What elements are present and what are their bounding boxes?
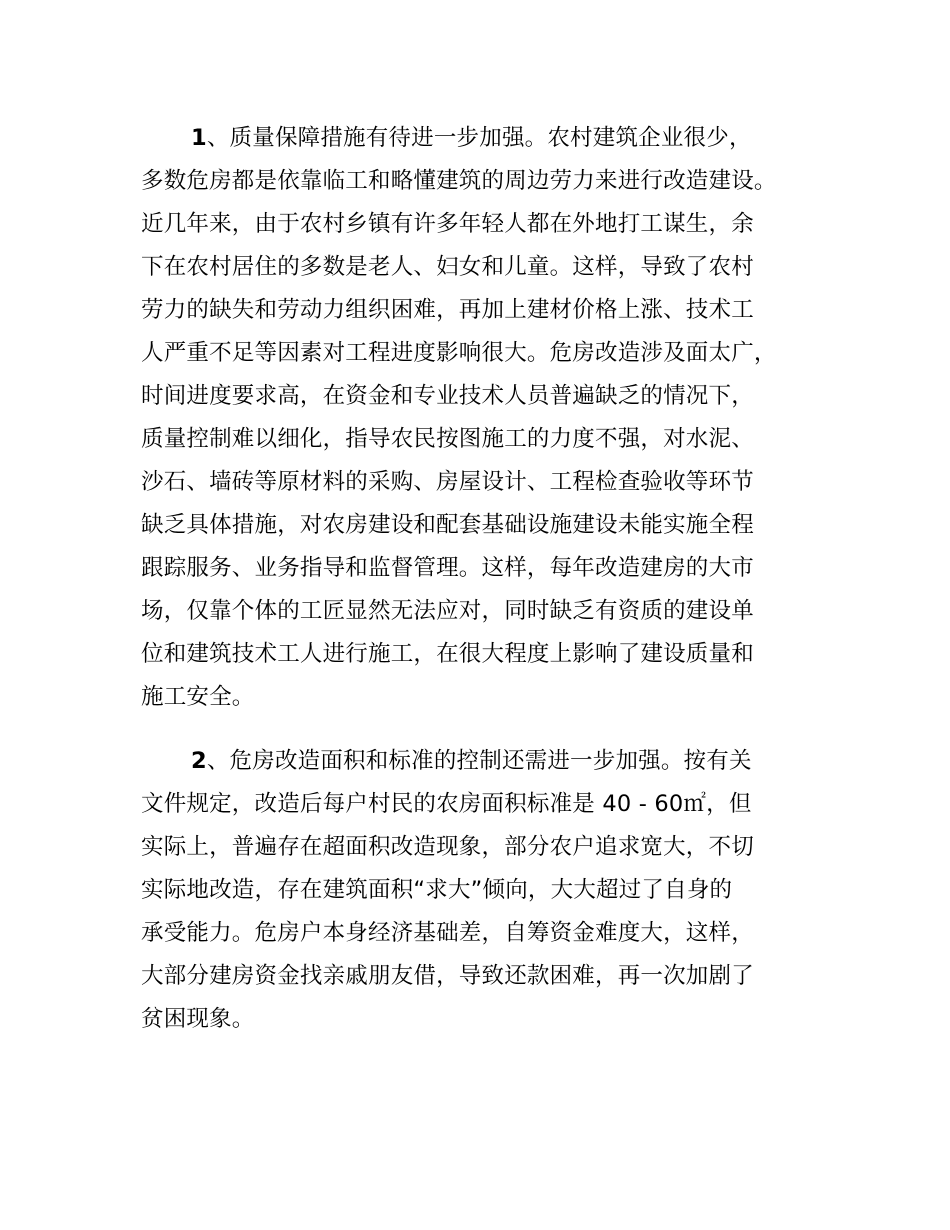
paragraph-2-line-3: 实际上，普遍存在超面积改造现象，部分农户追求宽大，不切	[141, 834, 754, 860]
paragraph-2-line-5: 承受能力。危房户本身经济基础差，自筹资金难度大，这样，	[141, 920, 754, 946]
paragraph-1-line-4: 下在农村居住的多数是老人、妇女和儿童。这样，导致了农村	[141, 254, 754, 280]
paragraph-1-line-8: 质量控制难以细化，指导农民按图施工的力度不强，对水泥、	[141, 426, 754, 452]
paragraph-1-line-3: 近几年来，由于农村乡镇有许多年轻人都在外地打工谋生，余	[141, 211, 754, 237]
paragraph-1-line-12: 场，仅靠个体的工匠显然无法应对，同时缺乏有资质的建设单	[141, 598, 754, 624]
paragraph-2-line-2: 文件规定，改造后每户村民的农房面积标准是 40 - 60㎡，但	[141, 791, 752, 817]
paragraph-2-line-7: 贫困现象。	[141, 1006, 255, 1032]
paragraph-2-number: 2	[191, 748, 207, 774]
paragraph-1-line-13: 位和建筑技术工人进行施工，在很大程度上影响了建设质量和	[141, 641, 754, 667]
paragraph-1-line-2: 多数危房都是依靠临工和略懂建筑的周边劳力来进行改造建设。	[141, 168, 777, 194]
paragraph-1-line-7: 时间进度要求高，在资金和专业技术人员普遍缺乏的情况下，	[141, 383, 754, 409]
paragraph-1-line-5: 劳力的缺失和劳动力组织困难，再加上建材价格上涨、技术工	[141, 297, 754, 323]
paragraph-1-line-1	[191, 123, 752, 153]
paragraph-1-line-6: 人严重不足等因素对工程进度影响很大。危房改造涉及面太广，	[141, 340, 777, 366]
paragraph-1-line-11: 跟踪服务、业务指导和监督管理。这样，每年改造建房的大市	[141, 555, 754, 581]
paragraph-1-line-14: 施工安全。	[141, 684, 255, 710]
paragraph-1-line-10: 缺乏具体措施，对农房建设和配套基础设施建设未能实施全程	[141, 512, 754, 538]
paragraph-1-line-9: 沙石、墙砖等原材料的采购、房屋设计、工程检查验收等环节	[141, 469, 754, 495]
paragraph-2-line-6: 大部分建房资金找亲戚朋友借，导致还款困难，再一次加剧了	[141, 963, 754, 989]
paragraph-2-line-1	[191, 746, 752, 776]
paragraph-1-line-1-text: 、质量保障措施有待进一步加强。农村建筑企业很少，	[206, 125, 752, 151]
paragraph-1-number: 1	[191, 125, 207, 151]
paragraph-2-line-1-text: 、危房改造面积和标准的控制还需进一步加强。按有关	[206, 748, 752, 774]
paragraph-2-line-4: 实际地改造，存在建筑面积“求大”倾向，大大超过了自身的	[141, 877, 733, 903]
